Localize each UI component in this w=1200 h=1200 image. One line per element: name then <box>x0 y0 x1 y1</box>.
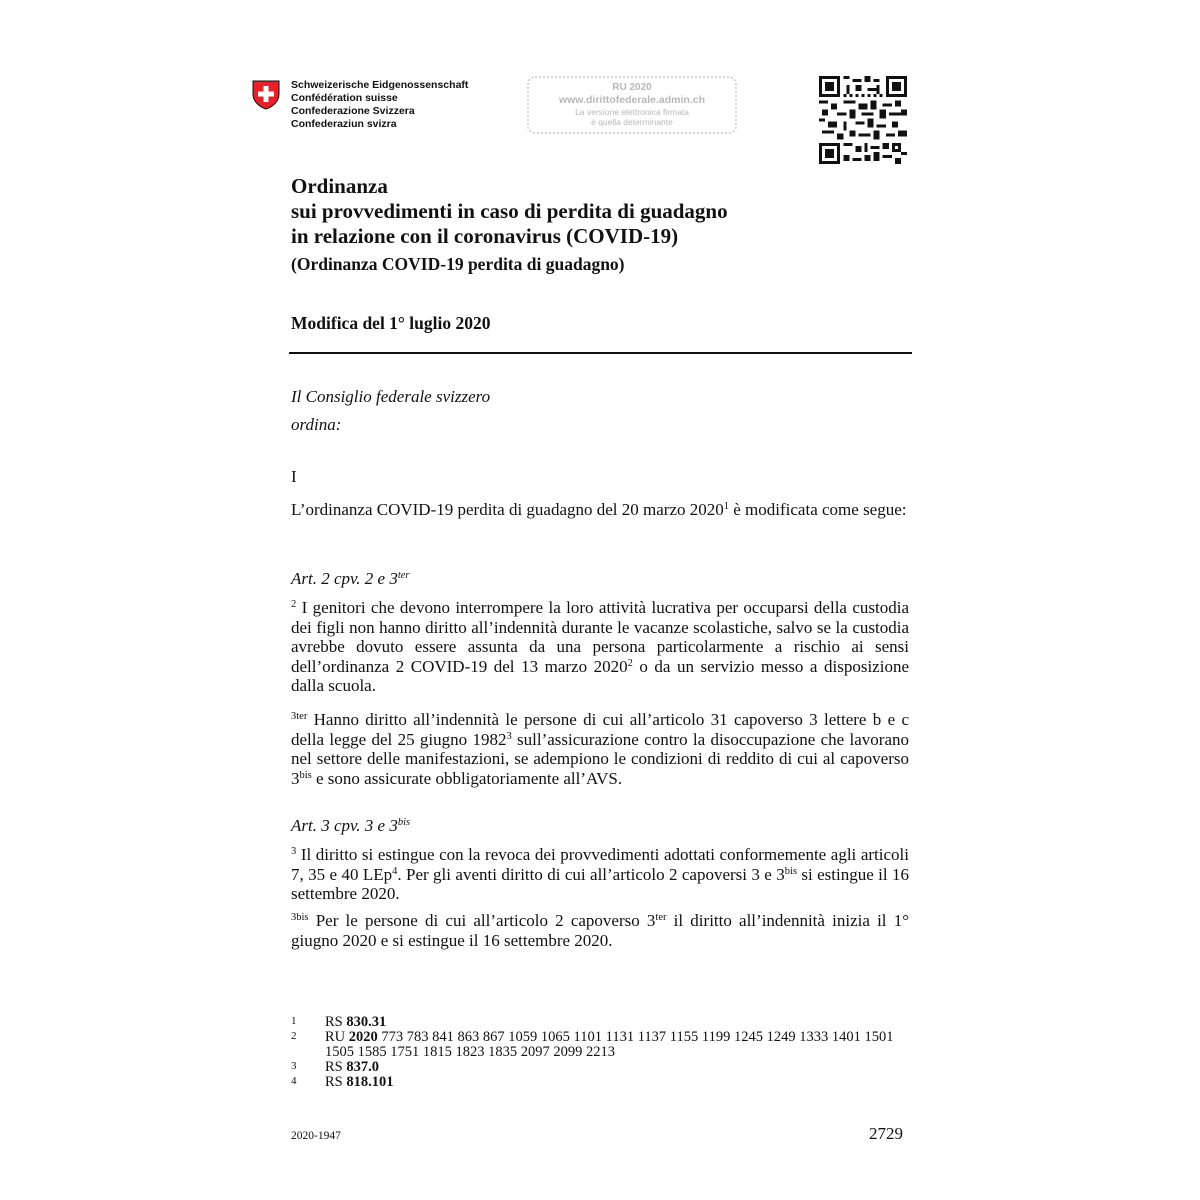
article-paragraph <box>291 911 909 950</box>
superscript: bis <box>299 769 312 781</box>
footnote-number: 3 <box>291 1060 297 1072</box>
paragraph-number: 3ter <box>291 711 308 722</box>
citation-number: 2020 <box>348 1029 378 1045</box>
footnote-number: 4 <box>291 1075 297 1087</box>
confederation-line: Confederazione Svizzera <box>291 105 415 117</box>
footnote <box>291 1030 911 1060</box>
article-heading <box>291 816 410 836</box>
paragraph-number: 3 <box>291 846 297 857</box>
text: Per le persone di cui all’articolo 2 capoverso 3 <box>308 911 656 930</box>
footnote-number: 2 <box>291 1030 297 1042</box>
title-line: Ordinanza <box>291 174 388 198</box>
text: o da un servizio messo a disposizione dalla scuola. <box>291 656 909 695</box>
superscript: ter <box>655 912 667 923</box>
text: si estingue il 16 settembre 2020. <box>291 864 909 903</box>
citation-number: 830.31 <box>346 1014 387 1030</box>
title-line: sui provvedimenti in caso di perdita di guadagno <box>291 199 728 223</box>
text: RS <box>325 1014 347 1030</box>
confederation-names <box>291 79 468 131</box>
footnote-number: 1 <box>291 1015 297 1027</box>
heading-sup: ter <box>397 570 410 581</box>
text: sull’assicurazione contro la disoccupazione che lavorano nel settore delle manifestazioni, se adempiono le condizioni di reddito di cui al capoverso 3 <box>291 729 910 788</box>
text: RS <box>325 1059 347 1075</box>
confederation-line: Schweizerische Eidgenossenschaft <box>291 79 469 91</box>
text: RS <box>325 1074 347 1090</box>
intro-paragraph <box>291 500 909 520</box>
footnote <box>291 1060 911 1075</box>
official-publication-stamp <box>527 76 737 134</box>
footnote-ref[interactable]: 2 <box>627 657 633 669</box>
section-numeral: I <box>291 467 297 486</box>
preamble-line: ordina: <box>291 415 342 434</box>
text: L’ordinanza COVID-19 perdita di guadagno del 20 marzo 2020 <box>291 500 724 519</box>
heading-text: Art. 2 cpv. 2 e 3 <box>291 569 398 588</box>
amendment-date: Modifica del 1° luglio 2020 <box>291 313 491 333</box>
text: e sono assicurate obbligatoriamente all’AVS. <box>311 768 623 788</box>
title-line: in relazione con il coronavirus (COVID-19) <box>291 224 679 248</box>
citation-number: 818.101 <box>346 1074 394 1090</box>
superscript: bis <box>784 865 797 877</box>
text: . Per gli aventi diritto di cui all’articolo 2 capoversi 3 e 3 <box>397 864 785 884</box>
confederation-line: Confédération suisse <box>291 92 398 104</box>
stamp-collection: RU 2020 <box>612 82 652 93</box>
page-number: 2729 <box>869 1124 903 1143</box>
paragraph-number: 3bis <box>291 912 309 923</box>
article-paragraph <box>291 710 909 788</box>
qr-code-icon <box>819 76 907 164</box>
text: 773 783 841 863 867 1059 1065 1101 1131 1137 1155 1199 1245 1249 1333 1401 1501 1505 1585 1751 1815 1823 1835 2097 2099 2213 <box>325 1029 894 1060</box>
paragraph-number: 2 <box>291 599 297 610</box>
confederation-line: Confederaziun svizra <box>291 118 397 130</box>
citation-number: 837.0 <box>346 1059 379 1075</box>
footnote-ref[interactable]: 3 <box>506 730 512 742</box>
short-title: (Ordinanza COVID-19 perdita di guadagno) <box>291 254 625 274</box>
preamble <box>291 383 490 439</box>
text: Il diritto si estingue con la revoca dei provvedimenti adottati conformemente agli articoli 7, 35 e 40 LEp <box>291 845 909 884</box>
text: è modificata come segue: <box>729 500 907 519</box>
footnote <box>291 1075 911 1090</box>
ordinance-title <box>291 174 728 249</box>
footnote <box>291 1015 911 1030</box>
article-paragraph <box>291 845 909 904</box>
text: Hanno diritto all’indennità le persone di cui all’articolo 31 capoverso 3 lettere b e c della legge del 25 giugno 1982 <box>291 710 909 749</box>
heading-sup: bis <box>397 817 411 828</box>
stamp-url: www.dirittofederale.admin.ch <box>558 94 706 106</box>
footnote-ref[interactable]: 1 <box>723 501 730 512</box>
stamp-note: è quella determinante <box>591 117 673 127</box>
horizontal-rule <box>289 352 912 354</box>
stamp-note: La versione elettronica firmata <box>575 107 689 117</box>
article-heading <box>291 569 410 589</box>
footnotes <box>291 1015 911 1090</box>
footnote-ref[interactable]: 4 <box>392 865 398 877</box>
text: I genitori che devono interrompere la loro attività lucrativa per occuparsi della custodia dei figli non hanno diritto all’indennità durante le vacanze scolastiche, salvo se la custodia avrebbe dovuto essere assunta da una persona particolarmente a rischio ai sensi dell’ordinanza 2 COVID-19 del 13 marzo 2020 <box>291 598 909 676</box>
article-paragraph <box>291 598 909 696</box>
text: il diritto all’indennità inizia il 1° giugno 2020 e si estingue il 16 settembre 2020. <box>291 911 909 950</box>
swiss-coat-of-arms-icon <box>252 80 280 110</box>
text: RU <box>325 1029 349 1045</box>
preamble-line: Il Consiglio federale svizzero <box>291 387 491 406</box>
document-number: 2020-1947 <box>291 1130 341 1142</box>
heading-text: Art. 3 cpv. 3 e 3 <box>291 816 398 835</box>
